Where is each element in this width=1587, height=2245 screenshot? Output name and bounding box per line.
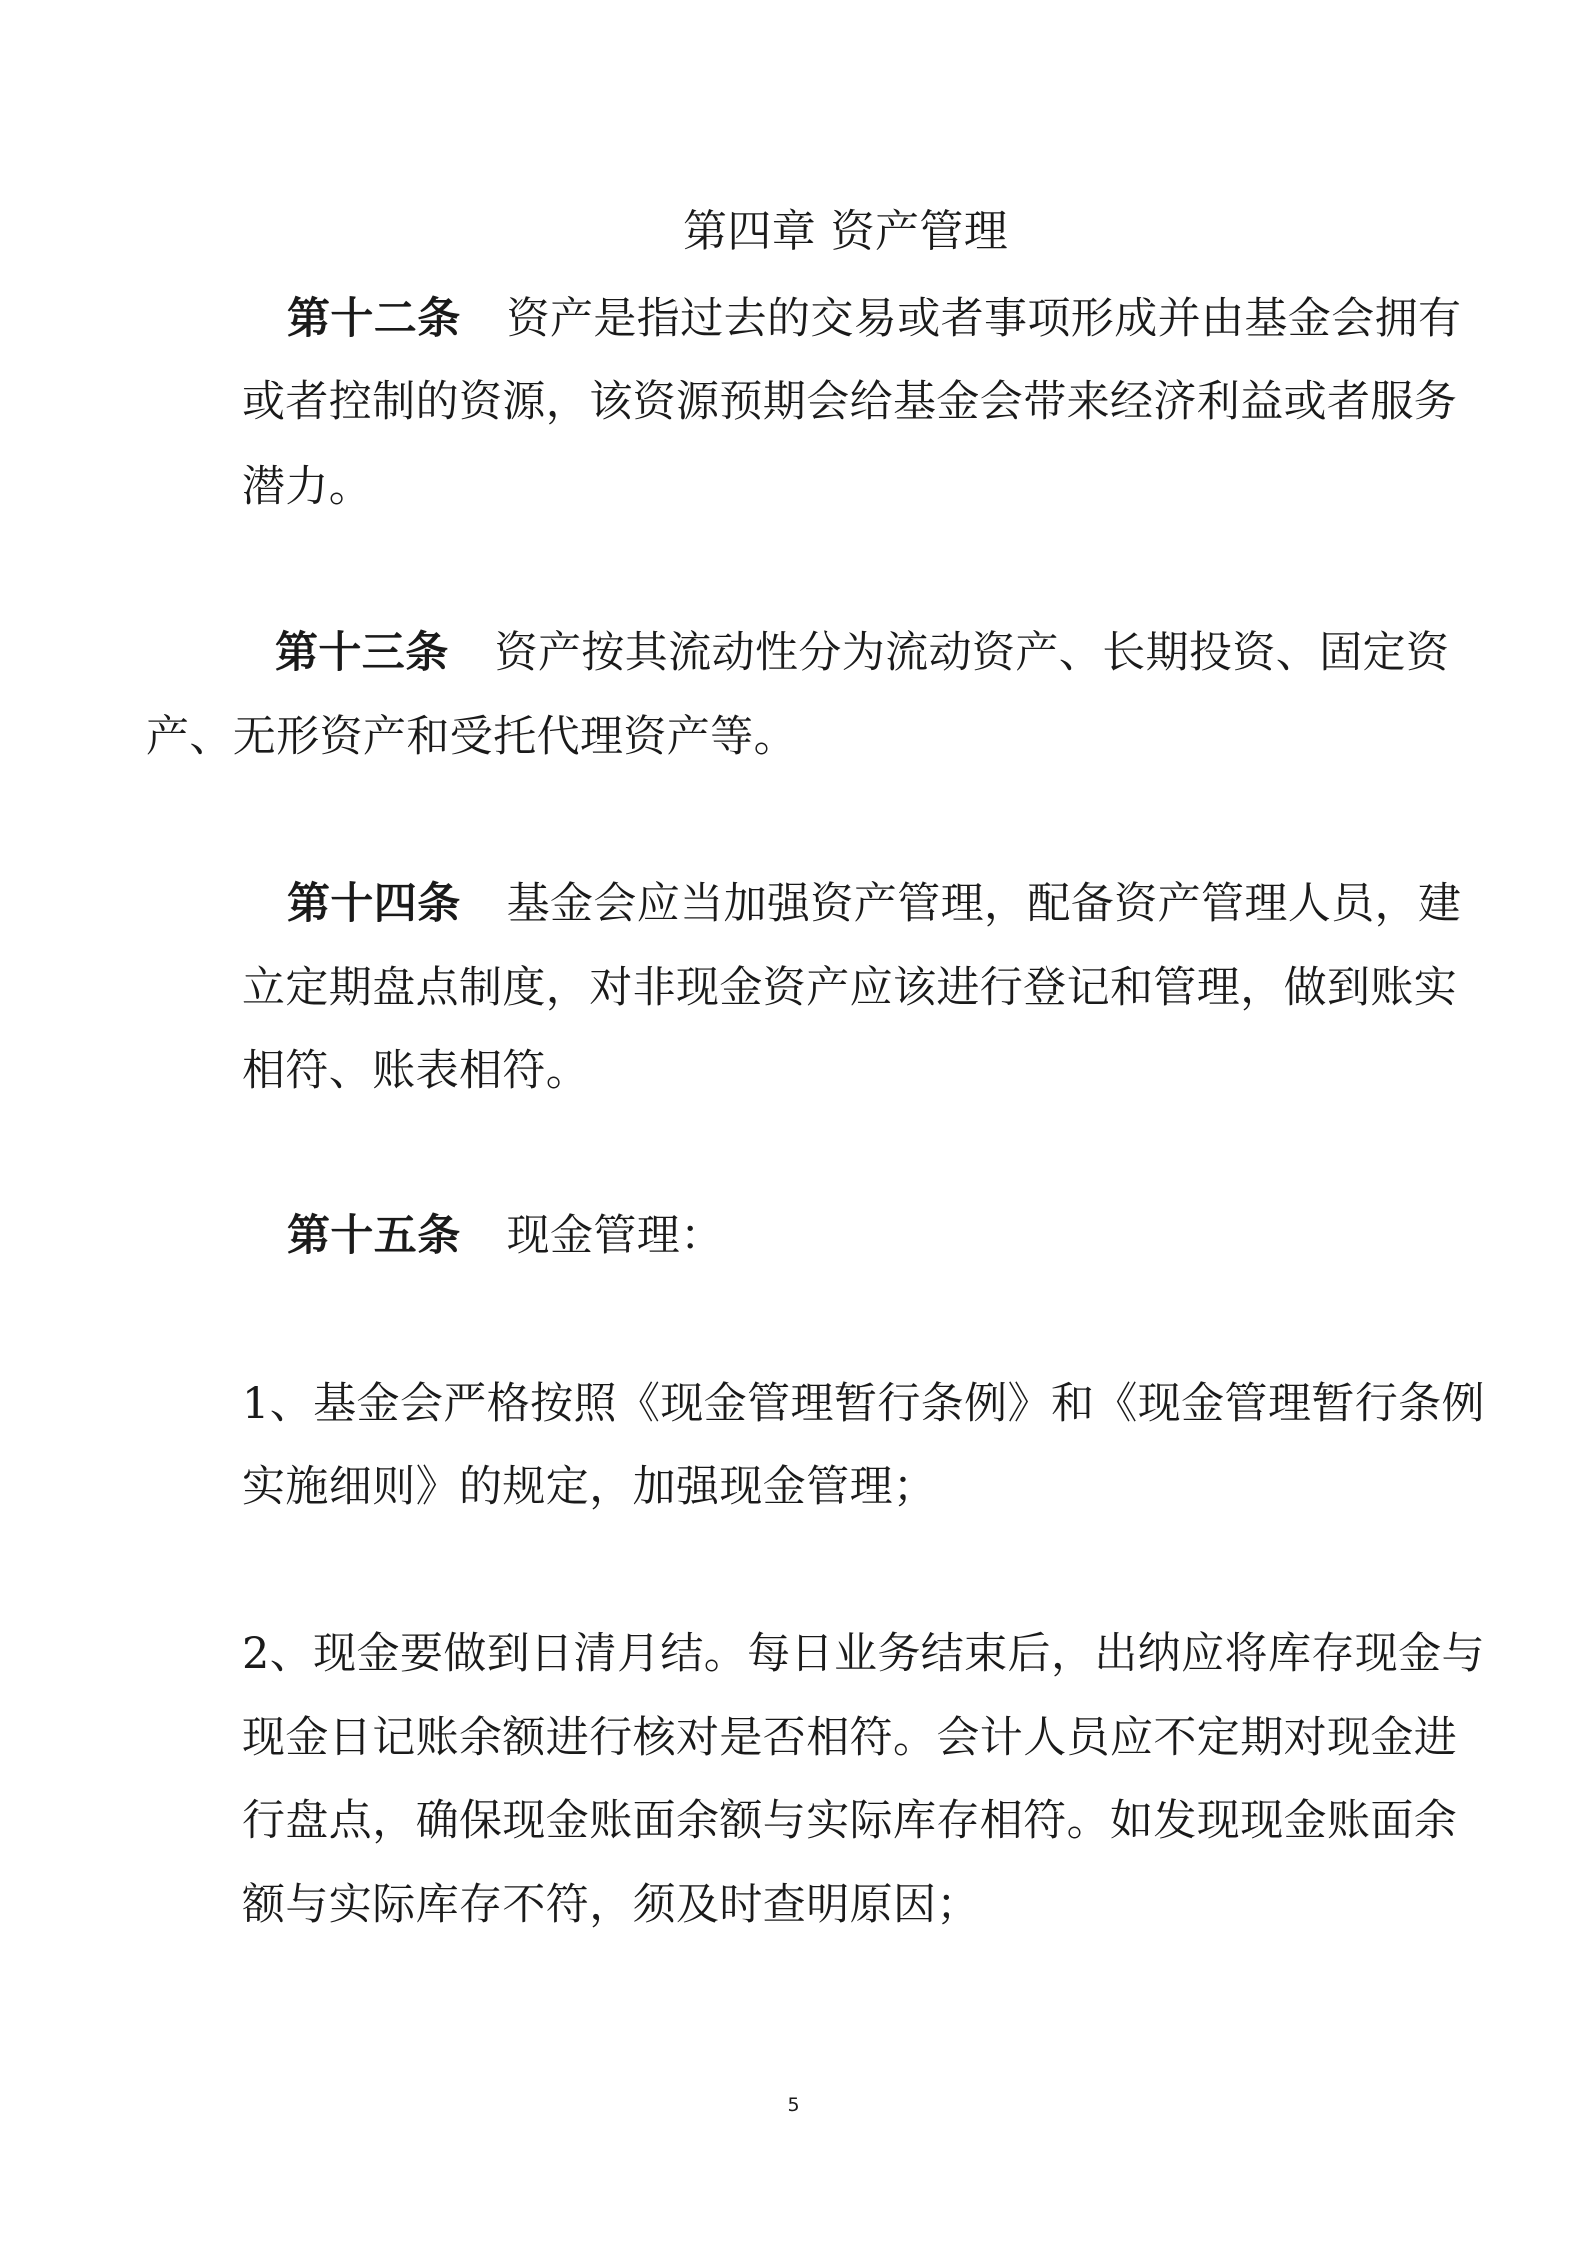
- chapter-title: 第四章 资产管理: [683, 206, 1009, 257]
- article-15-item-2-line-3: 行盘点，确保现金账面余额与实际库存相符。如发现现金账面余: [242, 1796, 1458, 1846]
- article-13-text-1: 资产按其流动性分为流动资产、长期投资、固定资: [494, 628, 1450, 678]
- article-15-intro: 现金管理：: [506, 1211, 724, 1261]
- article-12-text-1: 资产是指过去的交易或者事项形成并由基金会拥有: [506, 294, 1462, 344]
- article-14-line-1: [287, 879, 1462, 929]
- article-13-label: 第十三条: [275, 628, 449, 678]
- article-15-item-2-line-1: 2、现金要做到日清月结。每日业务结束后，出纳应将库存现金与: [242, 1629, 1485, 1679]
- article-13-line-1: [275, 628, 1450, 678]
- article-15-item-1-line-2: 实施细则》的规定，加强现金管理；: [242, 1462, 937, 1512]
- article-13-line-2: 产、无形资产和受托代理资产等。: [146, 712, 797, 762]
- article-14-label: 第十四条: [287, 879, 461, 929]
- article-14-text-1: 基金会应当加强资产管理，配备资产管理人员，建: [506, 879, 1462, 929]
- article-14-line-2: 立定期盘点制度，对非现金资产应该进行登记和管理，做到账实: [242, 963, 1458, 1013]
- article-15-item-1-line-1: 1、基金会严格按照《现金管理暂行条例》和《现金管理暂行条例: [242, 1379, 1485, 1429]
- article-15-item-2-line-4: 额与实际库存不符，须及时查明原因；: [242, 1880, 980, 1930]
- page-number: 5: [787, 2094, 800, 2116]
- article-15-line-1: [287, 1211, 724, 1261]
- article-12-line-1: [287, 294, 1462, 344]
- article-15-item-2-line-2: 现金日记账余额进行核对是否相符。会计人员应不定期对现金进: [242, 1713, 1458, 1763]
- article-12-label: 第十二条: [287, 294, 461, 344]
- article-12-line-2: 或者控制的资源，该资源预期会给基金会带来经济利益或者服务: [242, 377, 1458, 427]
- article-14-line-3: 相符、账表相符。: [242, 1046, 590, 1096]
- article-12-line-3: 潜力。: [242, 462, 373, 512]
- article-15-label: 第十五条: [287, 1211, 461, 1261]
